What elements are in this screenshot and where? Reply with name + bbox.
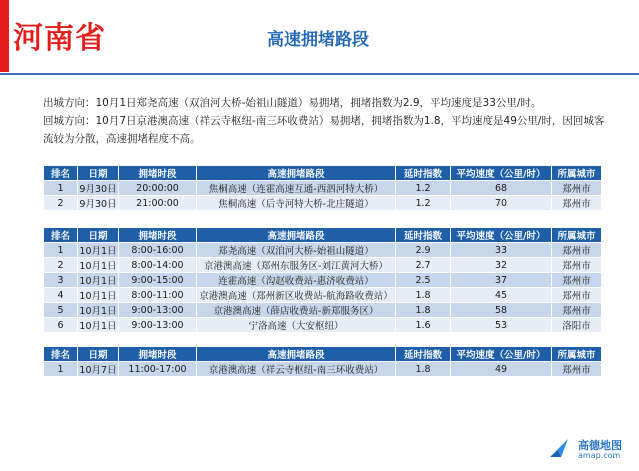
logo-name: 高德地图 — [578, 439, 622, 452]
table-cell: 2 — [44, 196, 78, 211]
column-header: 所属城市 — [552, 228, 602, 243]
column-header: 高速拥堵路段 — [197, 228, 396, 243]
table-cell: 2.7 — [396, 258, 451, 273]
table-header-row — [44, 347, 602, 362]
table-row — [44, 196, 602, 211]
table-row — [44, 362, 602, 377]
table-cell: 宁洛高速（大安枢纽） — [197, 318, 396, 333]
header-divider — [0, 73, 639, 75]
table-cell: 8:00-16:00 — [119, 243, 197, 258]
column-header: 延时指数 — [396, 228, 451, 243]
table-cell: 21:00:00 — [119, 196, 197, 211]
table-cell: 连霍高速（沟赵收费站-惠济收费站） — [197, 273, 396, 288]
table-cell: 2 — [44, 258, 78, 273]
table-cell: 郑州市 — [552, 288, 602, 303]
table-cell: 9:00-13:00 — [119, 303, 197, 318]
table-cell: 10月1日 — [78, 288, 119, 303]
table-cell: 郑州市 — [552, 303, 602, 318]
table-outbound — [43, 227, 602, 333]
column-header: 平均速度（公里/时） — [451, 166, 552, 181]
column-header: 延时指数 — [396, 347, 451, 362]
column-header: 延时指数 — [396, 166, 451, 181]
column-header: 拥堵时段 — [119, 228, 197, 243]
table-cell: 9月30日 — [78, 196, 119, 211]
column-header: 高速拥堵路段 — [197, 347, 396, 362]
table-cell: 9:00-15:00 — [119, 273, 197, 288]
table-cell: 2.5 — [396, 273, 451, 288]
column-header: 日期 — [78, 166, 119, 181]
table-row — [44, 318, 602, 333]
table-cell: 4 — [44, 288, 78, 303]
table-inbound — [43, 346, 602, 377]
table-cell: 9月30日 — [78, 181, 119, 196]
table-cell: 郑州市 — [552, 243, 602, 258]
table-cell: 10月1日 — [78, 273, 119, 288]
table-body — [44, 362, 602, 377]
column-header: 拥堵时段 — [119, 347, 197, 362]
table-row — [44, 181, 602, 196]
table-cell: 5 — [44, 303, 78, 318]
table-cell: 68 — [451, 181, 552, 196]
table-cell: 37 — [451, 273, 552, 288]
table-body — [44, 181, 602, 211]
column-header: 拥堵时段 — [119, 166, 197, 181]
table-cell: 郑州市 — [552, 273, 602, 288]
table-cell: 33 — [451, 243, 552, 258]
table-cell: 郑州市 — [552, 258, 602, 273]
table-cell: 3 — [44, 273, 78, 288]
table-cell: 10月1日 — [78, 303, 119, 318]
red-accent-bar — [0, 0, 9, 72]
table-cell: 1.8 — [396, 288, 451, 303]
table-cell: 郑尧高速（双洎河大桥-始祖山隧道） — [197, 243, 396, 258]
table-cell: 1.2 — [396, 196, 451, 211]
table-cell: 10月1日 — [78, 318, 119, 333]
table-cell: 32 — [451, 258, 552, 273]
table-cell: 1 — [44, 181, 78, 196]
table-row — [44, 243, 602, 258]
table-cell: 郑州市 — [552, 362, 602, 377]
table-cell: 焦桐高速（后寺河特大桥-北庄隧道） — [197, 196, 396, 211]
table-header-row — [44, 228, 602, 243]
table-cell: 京港澳高速（薛店收费站-新郑服务区） — [197, 303, 396, 318]
table-cell: 京港澳高速（郑州东服务区-刘江黄河大桥） — [197, 258, 396, 273]
table-cell: 49 — [451, 362, 552, 377]
table-row — [44, 288, 602, 303]
page-title: 高速拥堵路段 — [267, 30, 369, 50]
table-pre-holiday — [43, 165, 602, 211]
table-cell: 1.8 — [396, 362, 451, 377]
table-cell: 郑州市 — [552, 181, 602, 196]
table-row — [44, 258, 602, 273]
table-cell: 8:00-14:00 — [119, 258, 197, 273]
column-header: 日期 — [78, 228, 119, 243]
column-header: 排名 — [44, 347, 78, 362]
column-header: 排名 — [44, 228, 78, 243]
logo-url: amap.com — [578, 451, 621, 460]
table-cell: 20:00:00 — [119, 181, 197, 196]
column-header: 平均速度（公里/时） — [451, 347, 552, 362]
table-cell: 10月1日 — [78, 243, 119, 258]
table-cell: 58 — [451, 303, 552, 318]
table-cell: 1 — [44, 362, 78, 377]
table-cell: 1 — [44, 243, 78, 258]
inbound-description: 回城方向：10月7日京港澳高速（祥云寺枢纽-南三环收费站）易拥堵，拥堵指数为1.8，平均速度是49公里/时，因回城客流较为分散，高速拥堵程度不高。 — [43, 115, 605, 145]
table-cell: 11:00-17:00 — [119, 362, 197, 377]
table-cell: 53 — [451, 318, 552, 333]
table-row — [44, 273, 602, 288]
table-cell: 9:00-13:00 — [119, 318, 197, 333]
table-cell: 8:00-11:00 — [119, 288, 197, 303]
table-cell: 1.6 — [396, 318, 451, 333]
table-cell: 京港澳高速（郑州新区收费站-航海路收费站） — [197, 288, 396, 303]
table-cell: 10月1日 — [78, 258, 119, 273]
column-header: 排名 — [44, 166, 78, 181]
outbound-description: 出城方向：10月1日郑尧高速（双洎河大桥-始祖山隧道）易拥堵，拥堵指数为2.9，平均速度是33公里/时。 — [43, 97, 542, 109]
table-cell: 45 — [451, 288, 552, 303]
table-cell: 1.8 — [396, 303, 451, 318]
table-row — [44, 303, 602, 318]
table-cell: 郑州市 — [552, 196, 602, 211]
table-cell: 京港澳高速（祥云寺枢纽-南三环收费站） — [197, 362, 396, 377]
table-body — [44, 243, 602, 333]
amap-logo-icon — [548, 437, 570, 459]
column-header: 平均速度（公里/时） — [451, 228, 552, 243]
table-cell: 洛阳市 — [552, 318, 602, 333]
column-header: 所属城市 — [552, 347, 602, 362]
table-cell: 70 — [451, 196, 552, 211]
column-header: 日期 — [78, 347, 119, 362]
table-header-row — [44, 166, 602, 181]
province-title: 河南省 — [13, 21, 106, 56]
table-cell: 10月7日 — [78, 362, 119, 377]
table-cell: 2.9 — [396, 243, 451, 258]
table-cell: 6 — [44, 318, 78, 333]
table-cell: 1.2 — [396, 181, 451, 196]
amap-logo — [548, 435, 633, 465]
table-cell: 焦桐高速（连霍高速互通-西泗河特大桥） — [197, 181, 396, 196]
column-header: 高速拥堵路段 — [197, 166, 396, 181]
column-header: 所属城市 — [552, 166, 602, 181]
